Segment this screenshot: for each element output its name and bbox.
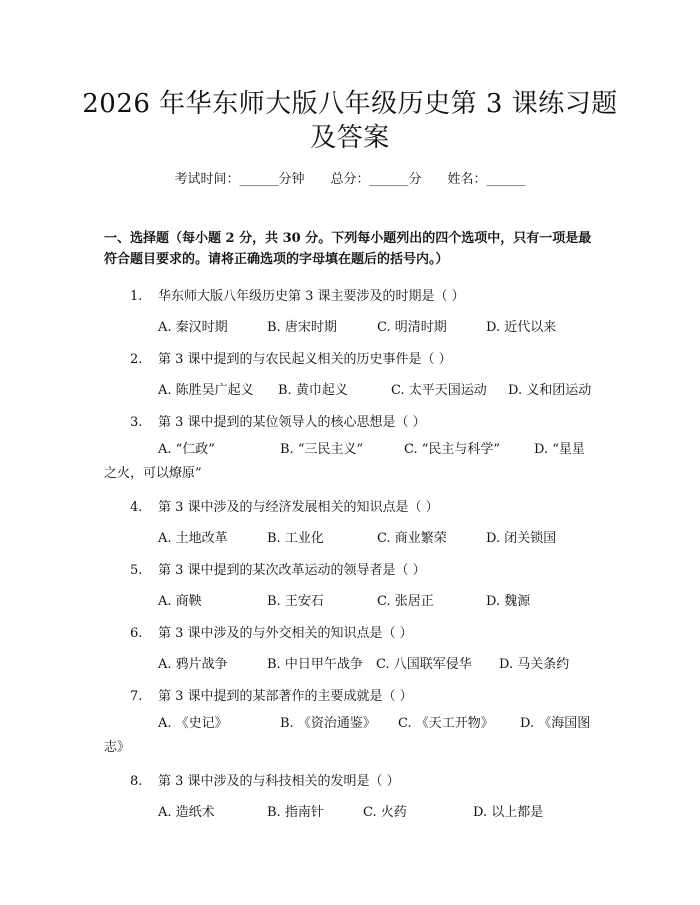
question-number: 4.	[130, 500, 143, 515]
option-d-continued: 志》	[104, 740, 131, 755]
option-c: C. 张居正	[377, 594, 434, 609]
option-d: D. 马关条约	[499, 657, 570, 672]
option-c: C. 商业繁荣	[377, 531, 447, 546]
option-c: C. 明清时期	[377, 320, 447, 335]
question-1	[130, 285, 465, 304]
option-d: D. 闭关锁国	[486, 531, 557, 546]
exam-time-field: 考试时间：______分钟	[174, 172, 305, 187]
question-number: 8.	[130, 774, 143, 789]
question-7-options	[104, 712, 598, 760]
option-c: C. 火药	[363, 805, 407, 820]
question-text: 第 3 课中涉及的与外交相关的知识点是（ ）	[158, 626, 413, 641]
option-b: B. “三民主义”	[280, 442, 364, 457]
total-score-field: 总分：______分	[330, 172, 422, 187]
student-name-field: 姓名：______	[447, 172, 526, 187]
question-3-options	[104, 438, 598, 486]
doc-title-line1: 2026 年华东师大版八年级历史第 3 课练习题	[82, 89, 618, 119]
option-a: A. 鸦片战争	[158, 657, 228, 672]
question-number: 5.	[130, 563, 143, 578]
option-a: A. 土地改革	[158, 531, 228, 546]
option-b: B. 《资治通鉴》	[280, 716, 376, 731]
question-5	[130, 559, 426, 578]
question-number: 2.	[130, 352, 143, 367]
question-6	[130, 622, 413, 641]
option-d: D. 近代以来	[486, 320, 557, 335]
option-d-continued: 之火，可以燎原”	[104, 466, 202, 481]
question-4	[130, 496, 439, 515]
question-number: 6.	[130, 626, 143, 641]
option-a: A. 商鞅	[158, 594, 202, 609]
option-b: B. 中日甲午战争	[267, 657, 363, 672]
option-a: A. 秦汉时期	[158, 320, 228, 335]
option-d: D. 《海国图	[520, 716, 591, 731]
option-c: C. 《天工开物》	[398, 716, 494, 731]
option-b: B. 唐宋时期	[267, 320, 337, 335]
question-7	[130, 685, 413, 704]
option-c: C. 八国联军侵华	[376, 657, 472, 672]
question-text: 第 3 课中提到的某部著作的主要成就是（ ）	[158, 689, 413, 704]
option-d: D. 魏源	[486, 594, 531, 609]
question-text: 第 3 课中涉及的与科技相关的发明是（ ）	[158, 774, 400, 789]
option-c: C. 太平天国运动	[391, 383, 487, 398]
question-text: 第 3 课中提到的某位领导人的核心思想是（ ）	[158, 415, 426, 430]
section-heading: 一、选择题（每小题 2 分，共 30 分。下列每小题列出的四个选项中，只有一项是最符合题目要求的。请将正确选项的字母填在题后的括号内。）	[104, 231, 592, 267]
option-a: A. 《史记》	[158, 716, 228, 731]
doc-title-line2: 及答案	[310, 123, 390, 153]
question-text: 第 3 课中提到的与农民起义相关的历史事件是（ ）	[158, 352, 452, 367]
option-b: B. 王安石	[267, 594, 324, 609]
question-text: 第 3 课中提到的某次改革运动的领导者是（ ）	[158, 563, 426, 578]
option-d: D. 以上都是	[473, 805, 544, 820]
exam-meta	[0, 168, 700, 187]
option-d: D. “星星	[534, 442, 585, 457]
option-d: D. 义和团运动	[508, 383, 592, 398]
option-b: B. 工业化	[267, 531, 324, 546]
question-number: 3.	[130, 415, 143, 430]
option-a: A. “仁政”	[158, 442, 215, 457]
option-b: B. 黄巾起义	[278, 383, 348, 398]
option-a: A. 陈胜吴广起义	[158, 383, 254, 398]
question-text: 华东师大版八年级历史第 3 课主要涉及的时期是（ ）	[158, 289, 465, 304]
question-3	[130, 411, 426, 430]
question-text: 第 3 课中涉及的与经济发展相关的知识点是（ ）	[158, 500, 439, 515]
question-2	[130, 348, 452, 367]
option-b: B. 指南针	[267, 805, 324, 820]
question-number: 7.	[130, 689, 143, 704]
option-c: C. “民主与科学”	[404, 442, 501, 457]
option-a: A. 造纸术	[158, 805, 215, 820]
question-number: 1.	[130, 289, 143, 304]
question-8	[130, 770, 400, 789]
